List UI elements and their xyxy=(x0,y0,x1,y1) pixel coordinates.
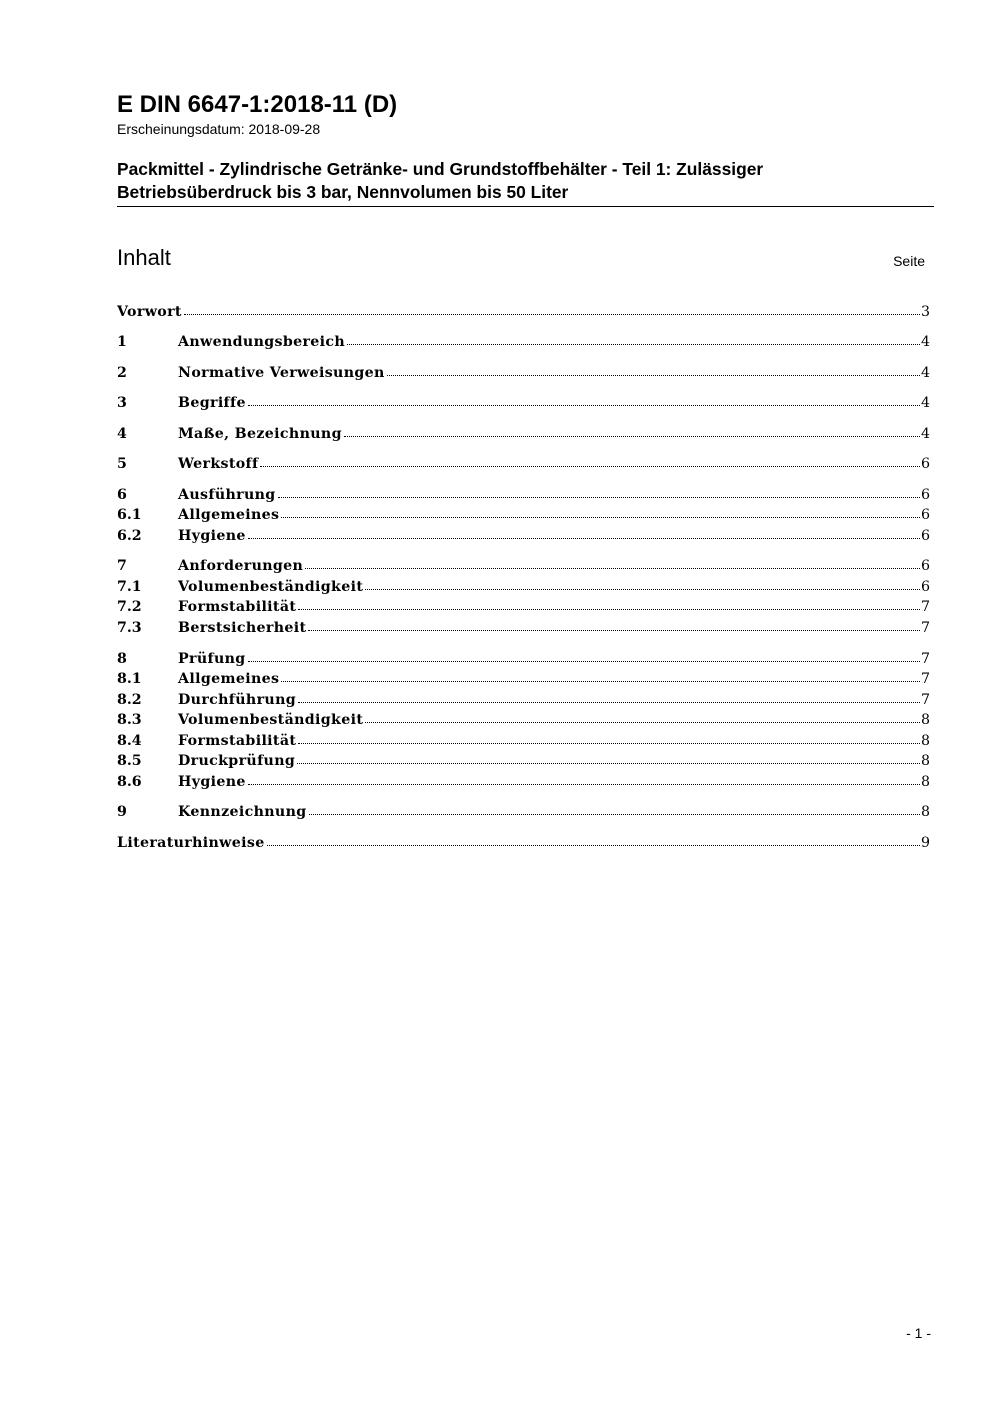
document-id: E DIN 6647-1:2018-11 (D) xyxy=(117,91,398,118)
toc-entry-number: 8.5 xyxy=(117,753,142,769)
toc-entry-label: Formstabilität xyxy=(178,599,297,615)
toc-entry[interactable] xyxy=(117,393,930,413)
toc-leader xyxy=(365,722,920,723)
toc-entry[interactable] xyxy=(117,751,930,771)
toc-entry-number: 7.3 xyxy=(117,620,142,636)
toc-entry[interactable] xyxy=(117,485,930,505)
toc-entry-page: 6 xyxy=(920,558,930,574)
toc-leader xyxy=(309,814,920,815)
toc-entry[interactable] xyxy=(117,302,930,322)
toc-entry-label: Prüfung xyxy=(178,651,246,667)
toc-entry-page: 6 xyxy=(920,507,930,523)
toc-entry-page: 7 xyxy=(920,620,930,636)
toc-entry-label: Werkstoff xyxy=(178,456,259,472)
publication-date: Erscheinungsdatum: 2018-09-28 xyxy=(117,121,321,137)
toc-entry[interactable] xyxy=(117,731,930,751)
toc-entry[interactable] xyxy=(117,772,930,792)
toc-leader xyxy=(184,314,920,315)
toc-entry-label: Anforderungen xyxy=(178,558,304,574)
toc-entry-label: Durchführung xyxy=(178,692,297,708)
toc-entry-number: 9 xyxy=(117,804,127,820)
toc-entry-label: Allgemeines xyxy=(178,671,280,687)
toc-entry[interactable] xyxy=(117,577,930,597)
toc-entry[interactable] xyxy=(117,649,930,669)
toc-entry-number: 7.2 xyxy=(117,599,142,615)
toc-entry-page: 8 xyxy=(920,753,930,769)
toc-entry-label: Berstsicherheit xyxy=(178,620,307,636)
toc-leader xyxy=(387,375,920,376)
toc-entry-page: 4 xyxy=(920,426,930,442)
toc-leader xyxy=(281,517,920,518)
toc-entry-number: 8.1 xyxy=(117,671,142,687)
toc-leader xyxy=(267,845,920,846)
toc-entry-page: 8 xyxy=(920,804,930,820)
toc-entry[interactable] xyxy=(117,556,930,576)
toc-entry-page: 6 xyxy=(920,456,930,472)
toc-entry-number: 7 xyxy=(117,558,127,574)
toc-entry-number: 8.4 xyxy=(117,733,142,749)
toc-entry-page: 6 xyxy=(920,528,930,544)
toc-entry-label: Normative Verweisungen xyxy=(178,365,385,381)
table-of-contents xyxy=(117,0,930,1403)
toc-entry-number: 8.6 xyxy=(117,774,142,790)
toc-entry-page: 4 xyxy=(920,365,930,381)
toc-leader xyxy=(347,344,920,345)
toc-leader xyxy=(248,405,920,406)
toc-entry-number: 4 xyxy=(117,426,127,442)
toc-leader xyxy=(298,609,920,610)
toc-leader xyxy=(281,681,920,682)
toc-entry[interactable] xyxy=(117,690,930,710)
toc-entry-label: Allgemeines xyxy=(178,507,280,523)
toc-page-label: Seite xyxy=(893,253,925,269)
toc-entry[interactable] xyxy=(117,710,930,730)
toc-entry-label: Maße, Bezeichnung xyxy=(178,426,342,442)
toc-entry-page: 6 xyxy=(920,579,930,595)
toc-entry-page: 7 xyxy=(920,599,930,615)
toc-entry-number: 6.1 xyxy=(117,507,142,523)
toc-entry[interactable] xyxy=(117,526,930,546)
toc-leader xyxy=(248,661,920,662)
toc-leader xyxy=(260,466,920,467)
toc-leader xyxy=(298,702,920,703)
toc-entry[interactable] xyxy=(117,618,930,638)
toc-entry-label: Volumenbeständigkeit xyxy=(178,712,364,728)
document-title-line-1: Packmittel - Zylindrische Getränke- und Grundstoffbehälter - Teil 1: Zulässiger xyxy=(117,159,764,179)
toc-leader xyxy=(308,630,920,631)
toc-entry[interactable] xyxy=(117,802,930,822)
toc-entry-page: 7 xyxy=(920,671,930,687)
toc-entry-number: 2 xyxy=(117,365,127,381)
toc-entry[interactable] xyxy=(117,363,930,383)
toc-entry[interactable] xyxy=(117,833,930,853)
toc-leader xyxy=(248,784,920,785)
toc-entry-label: Literaturhinweise xyxy=(117,835,265,851)
toc-entry-page: 8 xyxy=(920,774,930,790)
toc-entry-page: 7 xyxy=(920,651,930,667)
toc-entry-label: Hygiene xyxy=(178,774,246,790)
toc-entry-label: Kennzeichnung xyxy=(178,804,307,820)
toc-entry-label: Anwendungsbereich xyxy=(178,334,346,350)
toc-entry-number: 5 xyxy=(117,456,127,472)
toc-entry-page: 8 xyxy=(920,712,930,728)
toc-entry-page: 4 xyxy=(920,334,930,350)
toc-entry-page: 7 xyxy=(920,692,930,708)
toc-entry-number: 7.1 xyxy=(117,579,142,595)
toc-entry-number: 8.3 xyxy=(117,712,142,728)
toc-entry[interactable] xyxy=(117,597,930,617)
toc-entry-page: 3 xyxy=(920,304,930,320)
toc-entry[interactable] xyxy=(117,669,930,689)
toc-entry-number: 8.2 xyxy=(117,692,142,708)
toc-leader xyxy=(305,568,920,569)
toc-entry[interactable] xyxy=(117,454,930,474)
document-title-line-2: Betriebsüberdruck bis 3 bar, Nennvolumen bis 50 Liter xyxy=(117,182,569,202)
toc-entry-label: Vorwort xyxy=(117,304,182,320)
toc-leader xyxy=(298,743,920,744)
toc-entry-number: 1 xyxy=(117,334,127,350)
toc-entry-page: 4 xyxy=(920,395,930,411)
page-number: - 1 - xyxy=(906,1325,931,1341)
toc-entry-label: Druckprüfung xyxy=(178,753,296,769)
toc-entry-label: Ausführung xyxy=(178,487,276,503)
toc-entry-number: 6.2 xyxy=(117,528,142,544)
toc-entry[interactable] xyxy=(117,505,930,525)
toc-leader xyxy=(297,763,920,764)
toc-heading: Inhalt xyxy=(117,245,171,270)
toc-entry-page: 9 xyxy=(920,835,930,851)
toc-entry-label: Volumenbeständigkeit xyxy=(178,579,364,595)
toc-entry[interactable] xyxy=(117,424,930,444)
toc-entry-label: Hygiene xyxy=(178,528,246,544)
toc-leader xyxy=(365,589,920,590)
toc-entry-number: 8 xyxy=(117,651,127,667)
toc-entry-label: Begriffe xyxy=(178,395,246,411)
toc-entry-page: 8 xyxy=(920,733,930,749)
toc-entry[interactable] xyxy=(117,332,930,352)
toc-leader xyxy=(344,436,920,437)
toc-entry-number: 3 xyxy=(117,395,127,411)
toc-leader xyxy=(248,538,920,539)
toc-leader xyxy=(278,497,920,498)
toc-entry-page: 6 xyxy=(920,487,930,503)
toc-entry-number: 6 xyxy=(117,487,127,503)
toc-entry-label: Formstabilität xyxy=(178,733,297,749)
